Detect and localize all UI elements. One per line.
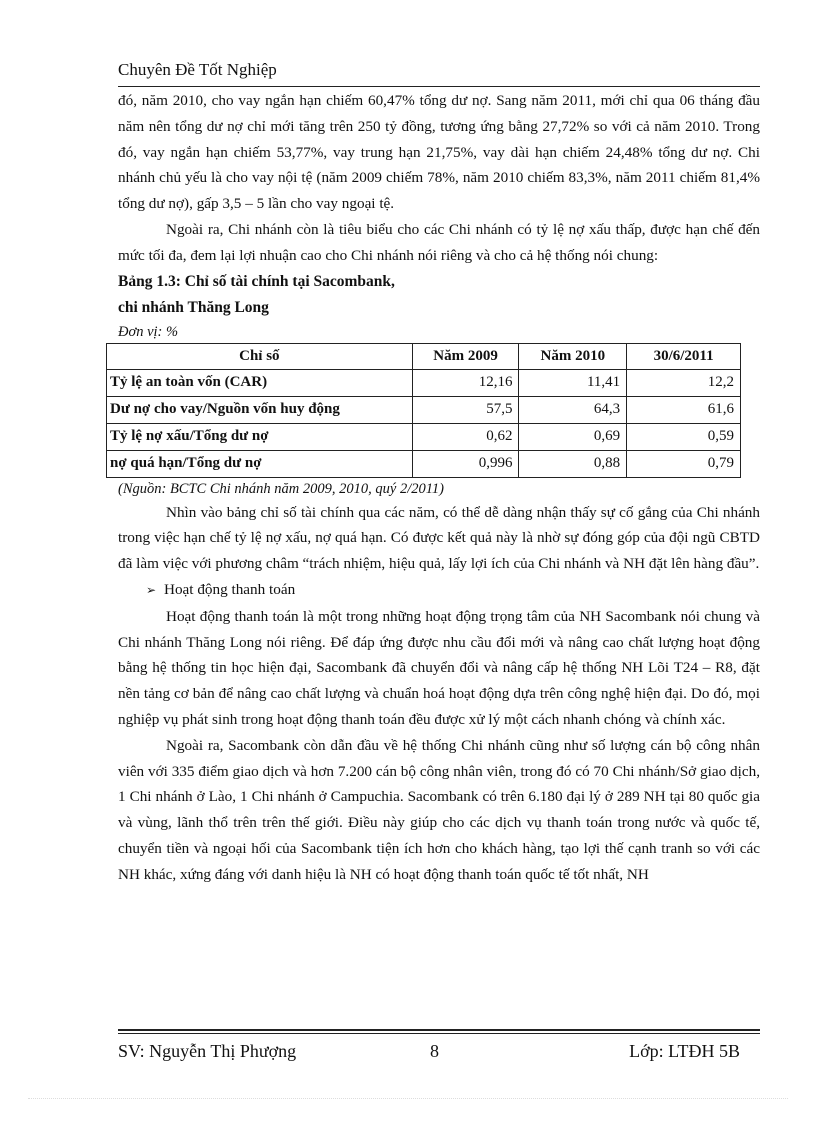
header-cell: Chỉ số	[107, 343, 413, 370]
table-row	[107, 450, 741, 477]
header-cell: Năm 2009	[412, 343, 519, 370]
footer-student-name: SV: Nguyễn Thị Phượng	[118, 1041, 297, 1061]
row-label: nợ quá hạn/Tổng dư nợ	[107, 450, 413, 477]
table-cell: 57,5	[412, 397, 519, 424]
arrow-bullet-icon: ➢	[146, 582, 157, 597]
footer-class: Lớp: LTĐH 5B	[629, 1041, 740, 1061]
table-cell: 0,69	[519, 423, 627, 450]
row-label: Dư nợ cho vay/Nguồn vốn huy động	[107, 397, 413, 424]
paragraph-5: Ngoài ra, Sacombank còn dẫn đầu về hệ thống Chi nhánh cũng như số lượng cán bộ công nhân viên với 335 điểm giao dịch và hơn 7.200 cán bộ công nhân viên, trong đó có 70 Chi nhánh/Sở giao dịch, 1 Chi nhánh ở Lào, 1 Chi nhánh ở Campuchia. Sacombank có trên 6.180 đại lý ở 289 NH tại 80 quốc gia và vùng, lãnh thổ trên trên thế giới. Điều này giúp cho các dịch vụ thanh toán trong nước và quốc tế, chuyển tiền và ngoại hối của Sacombank tiện ích hơn cho khách hàng, tạo lợi thế cạnh tranh so với các NH khác, xứng đáng với danh hiệu là NH có hoạt động thanh toán quốc tế tốt nhất, NH	[118, 736, 760, 883]
page-content	[110, 88, 760, 888]
paragraph-2: Ngoài ra, Chi nhánh còn là tiêu biểu cho các Chi nhánh có tỷ lệ nợ xấu thấp, được hạn chế đến mức tối đa, đem lại lợi nhuận cao cho Chi nhánh nói riêng và cho cả hệ thống nói chung:	[118, 220, 760, 264]
header-cell: Năm 2010	[519, 343, 627, 370]
page-header-title: Chuyên Đề Tốt Nghiệp	[118, 60, 277, 79]
table-caption-line-1: Bảng 1.3: Chỉ số tài chính tại Sacombank,	[118, 272, 395, 290]
table-cell: 0,88	[519, 450, 627, 477]
table-row	[107, 370, 741, 397]
table-cell: 11,41	[519, 370, 627, 397]
page-bottom-dotted-line	[28, 1098, 788, 1099]
table-cell: 0,59	[627, 423, 741, 450]
financial-indicators-table	[106, 343, 741, 478]
bullet-label: Hoạt động thanh toán	[164, 580, 296, 598]
header-rule	[118, 86, 760, 87]
table-cell: 0,62	[412, 423, 519, 450]
footer-rule	[118, 1029, 760, 1031]
table-row	[107, 423, 741, 450]
table-header-row	[107, 343, 741, 370]
section-bullet	[118, 577, 760, 604]
table-cell: 0,996	[412, 450, 519, 477]
table-cell: 0,79	[627, 450, 741, 477]
header-cell: 30/6/2011	[627, 343, 741, 370]
table-cell: 64,3	[519, 397, 627, 424]
table-source-note: (Nguồn: BCTC Chi nhánh năm 2009, 2010, quý 2/2011)	[118, 480, 444, 497]
table-cell: 12,16	[412, 370, 519, 397]
footer-page-number: 8	[430, 1041, 439, 1061]
table-caption-line-2: chi nhánh Thăng Long	[118, 298, 269, 316]
footer-rule	[118, 1033, 760, 1034]
table-row	[107, 397, 741, 424]
paragraph-4: Hoạt động thanh toán là một trong những hoạt động trọng tâm của NH Sacombank nói chung và Chi nhánh Thăng Long nói riêng. Để đáp ứng được nhu cầu đổi mới và nâng cao chất lượng hoạt động bằng hệ thống tin học hiện đại, Sacombank đã chuyển đổi và nâng cấp hệ thống NH Lõi T24 – R8, đặt nền tảng cơ bản để nâng cao chất lượng và chuẩn hoá hoạt động dựa trên công nghệ hiện đại. Do đó, mọi nghiệp vụ phát sinh trong hoạt động thanh toán đều được xử lý một cách nhanh chóng và chính xác.	[118, 607, 760, 728]
paragraph-1: đó, năm 2010, cho vay ngắn hạn chiếm 60,47% tổng dư nợ. Sang năm 2011, mới chỉ qua 06 tháng đầu năm nên tổng dư nợ chỉ mới tăng trên 250 tỷ đồng, tương ứng bằng 27,72% so với cả năm 2010. Trong đó, vay ngắn hạn chiếm 53,77%, vay trung hạn 21,75%, vay dài hạn chiếm 24,48% tổng dư nợ. Chi nhánh chủ yếu là cho vay nội tệ (năm 2009 chiếm 78%, năm 2010 chiếm 83,3%, năm 2011 chiếm 81,4% tổng dư nợ), gấp 3,5 – 5 lần cho vay ngoại tệ.	[118, 92, 760, 213]
table-unit: Đơn vị: %	[118, 323, 179, 340]
table-cell: 61,6	[627, 397, 741, 424]
paragraph-3: Nhìn vào bảng chỉ số tài chính qua các năm, có thể dễ dàng nhận thấy sự cố gắng của Chi nhánh trong việc hạn chế tỷ lệ nợ xấu, nợ quá hạn. Có được kết quả này là nhờ sự đóng góp của đội ngũ CBTD đã làm việc với phương châm “trách nhiệm, hiệu quả, lấy lợi ích của Chi nhánh và NH đặt lên hàng đầu”.	[118, 503, 760, 573]
table-cell: 12,2	[627, 370, 741, 397]
row-label: Tỷ lệ nợ xấu/Tổng dư nợ	[107, 423, 413, 450]
row-label: Tỷ lệ an toàn vốn (CAR)	[107, 370, 413, 397]
